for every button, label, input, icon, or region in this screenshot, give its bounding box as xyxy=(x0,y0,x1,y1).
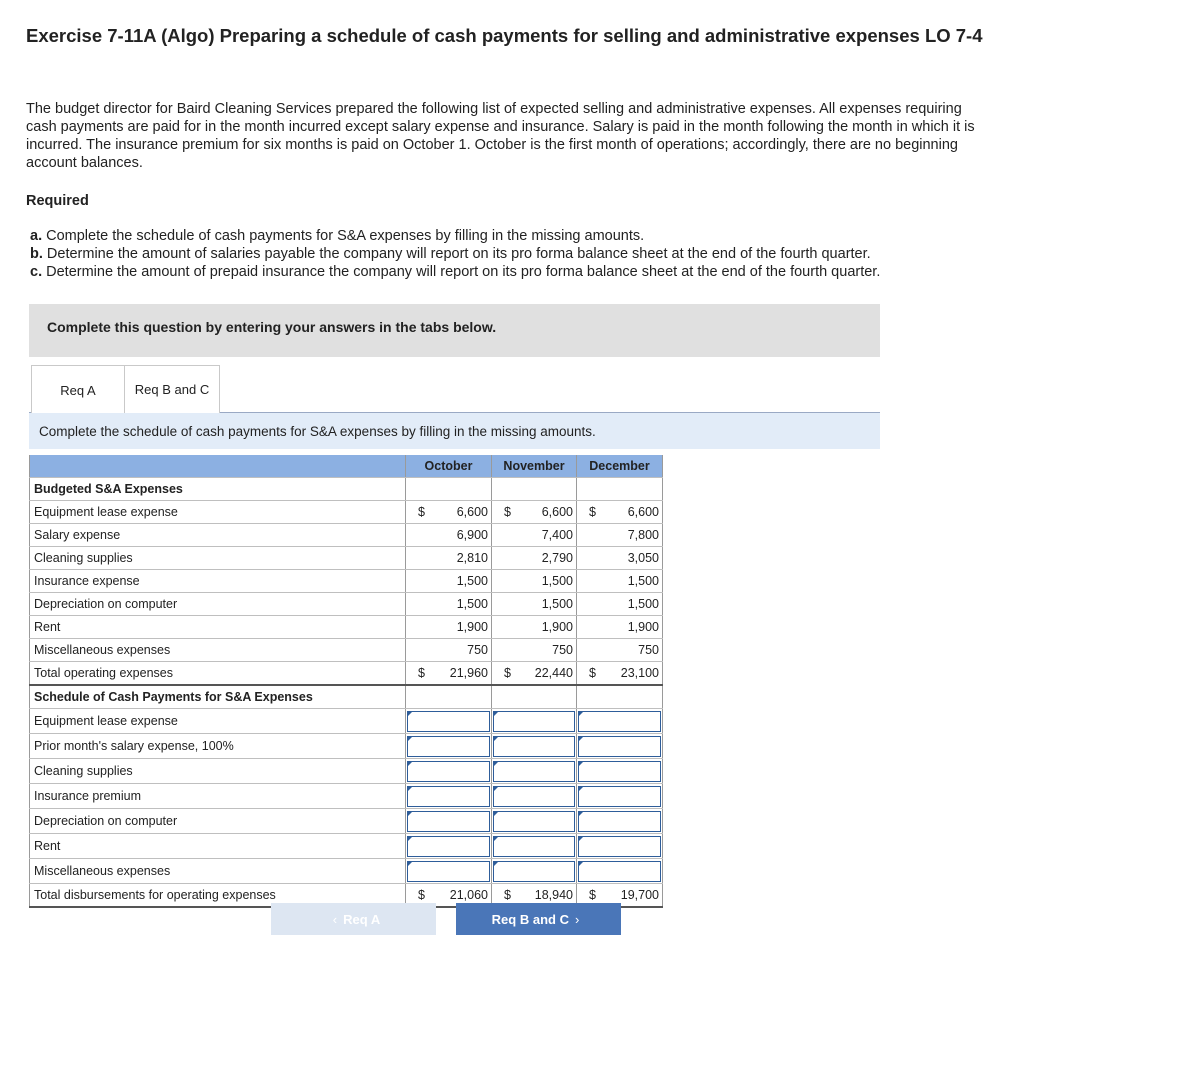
total-disbursements-row: Total disbursements for operating expenses $ 21,060 $ 18,940 $ 19,700 xyxy=(30,884,663,908)
table-row: Insurance premium xyxy=(30,784,663,809)
answer-input[interactable] xyxy=(578,861,661,882)
answer-input[interactable] xyxy=(493,761,575,782)
table-row: Rent 1,900 1,900 1,900 xyxy=(30,616,663,639)
total-operating-expenses-row: Total operating expenses $ 21,960 $ 22,440 $ 23,100 xyxy=(30,662,663,686)
answer-input[interactable] xyxy=(493,861,575,882)
tab-req-b-and-c[interactable]: Req B and C xyxy=(124,365,220,413)
column-header-november: November xyxy=(492,455,577,478)
answer-input[interactable] xyxy=(407,736,490,757)
section-row xyxy=(30,685,663,709)
column-header-december: December xyxy=(577,455,663,478)
answer-input[interactable] xyxy=(578,786,661,807)
answer-input[interactable] xyxy=(407,861,490,882)
answer-input[interactable] xyxy=(407,811,490,832)
chevron-left-icon: ‹ xyxy=(332,911,338,927)
table-row: Insurance expense 1,500 1,500 1,500 xyxy=(30,570,663,593)
answer-input[interactable] xyxy=(407,836,490,857)
next-button[interactable]: Req B and C › xyxy=(456,903,621,935)
table-row: Cleaning supplies xyxy=(30,759,663,784)
section-label-schedule: Schedule of Cash Payments for S&A Expenses xyxy=(30,685,406,709)
tab-req-a[interactable]: Req A xyxy=(31,365,125,414)
problem-description: The budget director for Baird Cleaning Services prepared the following list of expected selling and administrative expenses. All expenses requiring cash payments are paid for in the month incurred except salary expense and insurance. Salary is paid in the month following the month in which it is incurred. The insurance premium for six months is paid on October 1. October is the first month of operations; accordingly, there are no beginning account balances. xyxy=(26,101,975,171)
table-row: Cleaning supplies 2,810 2,790 3,050 xyxy=(30,547,663,570)
table-header-row xyxy=(30,455,663,478)
answer-input[interactable] xyxy=(407,786,490,807)
table-row: Salary expense 6,900 7,400 7,800 xyxy=(30,524,663,547)
answer-input[interactable] xyxy=(578,761,661,782)
answer-input[interactable] xyxy=(578,736,661,757)
prev-button[interactable]: ‹ Req A xyxy=(271,903,436,935)
schedule-table xyxy=(29,455,663,908)
table-row: Rent xyxy=(30,834,663,859)
answer-input[interactable] xyxy=(578,711,661,732)
table-row: Equipment lease expense $ 6,600 $ 6,600 $ 6,600 xyxy=(30,501,663,524)
answer-input[interactable] xyxy=(493,811,575,832)
answer-input[interactable] xyxy=(493,711,575,732)
answer-input[interactable] xyxy=(493,786,575,807)
tab-instruction: Complete the schedule of cash payments for S&A expenses by filling in the missing amounts. xyxy=(29,413,880,449)
required-heading: Required xyxy=(26,193,89,209)
table-row: Miscellaneous expenses 750 750 750 xyxy=(30,639,663,662)
answer-input[interactable] xyxy=(407,761,490,782)
section-label-budgeted: Budgeted S&A Expenses xyxy=(30,478,406,501)
answer-input[interactable] xyxy=(407,711,490,732)
table-row: Depreciation on computer 1,500 1,500 1,500 xyxy=(30,593,663,616)
tab-bar xyxy=(29,365,880,413)
table-row: Depreciation on computer xyxy=(30,809,663,834)
requirement-a: a. Complete the schedule of cash payments for S&A expenses by filling in the missing amounts. xyxy=(30,228,645,244)
answer-input[interactable] xyxy=(493,836,575,857)
table-row: Equipment lease expense xyxy=(30,709,663,734)
requirements-list xyxy=(30,227,980,281)
exercise-title: Exercise 7-11A (Algo) Preparing a schedule of cash payments for selling and administrative expenses LO 7-4 xyxy=(26,25,983,46)
chevron-right-icon: › xyxy=(574,911,580,927)
table-row: Prior month's salary expense, 100% xyxy=(30,734,663,759)
requirement-b: b. Determine the amount of salaries payable the company will report on its pro forma balance sheet at the end of the fourth quarter. xyxy=(30,246,871,262)
answer-input[interactable] xyxy=(578,836,661,857)
answer-input[interactable] xyxy=(578,811,661,832)
table-row: Miscellaneous expenses xyxy=(30,859,663,884)
answer-input[interactable] xyxy=(493,736,575,757)
instructions-banner: Complete this question by entering your answers in the tabs below. xyxy=(29,304,880,357)
column-header-october: October xyxy=(406,455,492,478)
section-row xyxy=(30,478,663,501)
requirement-c: c. Determine the amount of prepaid insurance the company will report on its pro forma balance sheet at the end of the fourth quarter. xyxy=(30,264,881,280)
